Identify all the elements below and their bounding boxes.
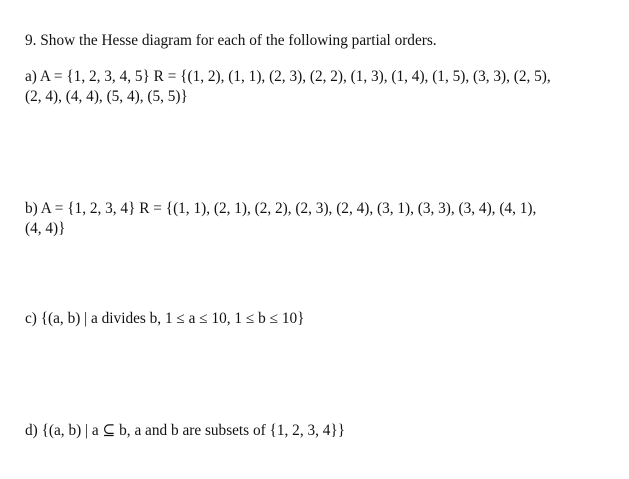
part-a-line-1: a) A = {1, 2, 3, 4, 5} R = {(1, 2), (1, 1), (2, 3), (2, 2), (1, 3), (1, 4), (1, 5), (3, 3), (2, 5), [25,68,551,85]
part-d-line: d) {(a, b) | a ⊆ b, a and b are subsets of {1, 2, 3, 4}} [25,422,346,439]
part-c-line: c) {(a, b) | a divides b, 1 ≤ a ≤ 10, 1 ≤ b ≤ 10} [25,310,305,327]
question-title: 9. Show the Hesse diagram for each of the following partial orders. [25,32,437,49]
part-b-line-1: b) A = {1, 2, 3, 4} R = {(1, 1), (2, 1), (2, 2), (2, 3), (2, 4), (3, 1), (3, 3), (3, 4), (4, 1), [25,200,537,217]
part-b-line-2: (4, 4)} [25,220,66,237]
part-a-line-2: (2, 4), (4, 4), (5, 4), (5, 5)} [25,88,188,105]
